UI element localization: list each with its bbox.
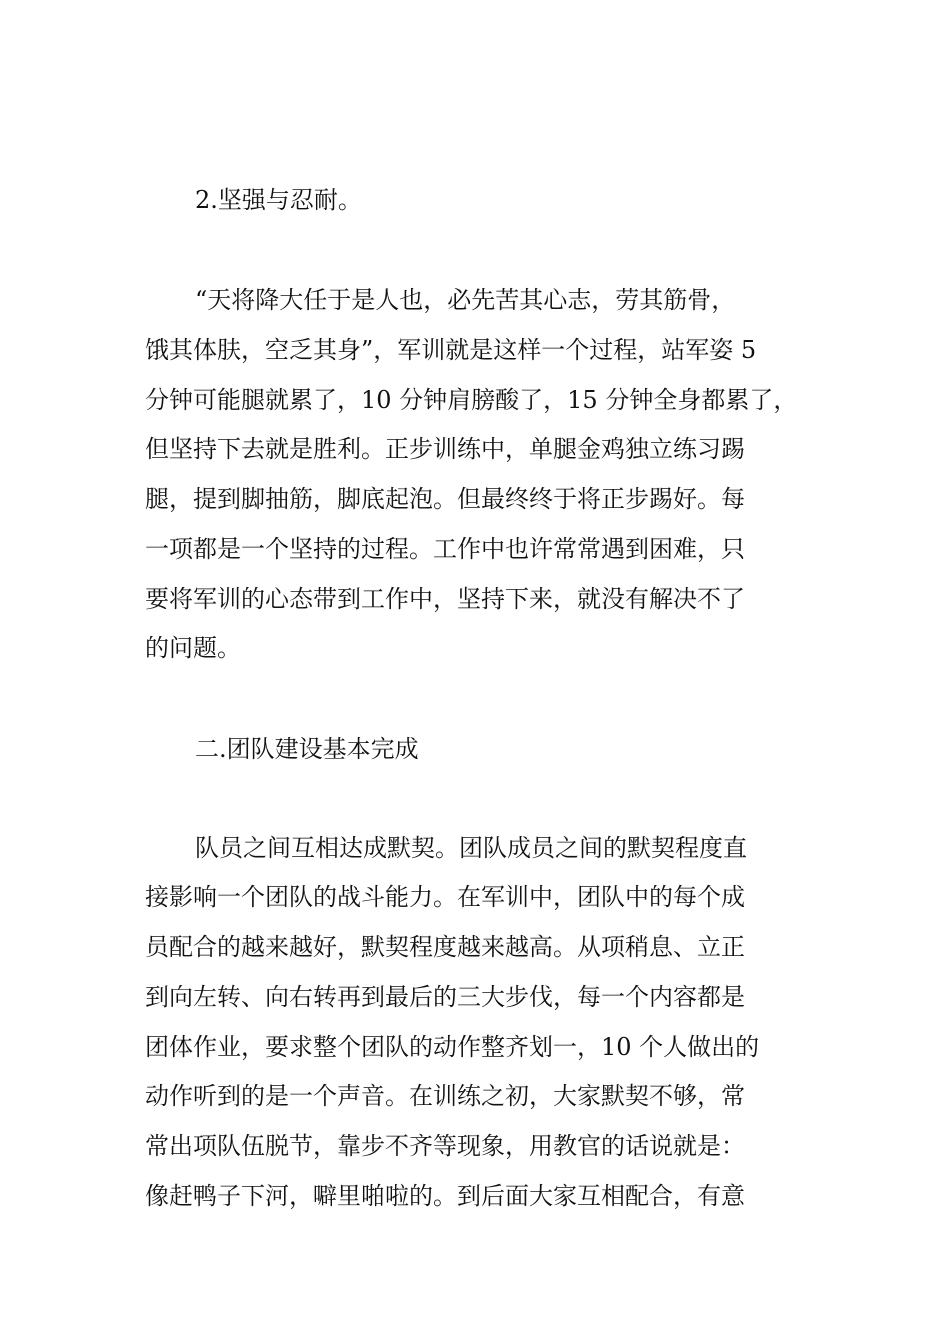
paragraph-line: 团体作业，要求整个团队的动作整齐划一，10 个人做出的 [145,1033,760,1061]
section-heading: 二.团队建设基本完成 [195,735,419,763]
paragraph-line: 饿其体肤，空乏其身”，军训就是这样一个过程，站军姿 5 [145,336,757,364]
paragraph-line: 的问题。 [145,634,241,662]
paragraph-line: 像赶鸭子下河，噼里啪啦的。到后面大家互相配合，有意 [145,1182,745,1210]
paragraph-line: 动作听到的是一个声音。在训练之初，大家默契不够，常 [145,1082,745,1110]
paragraph-line: “天将降大任于是人也，必先苦其心志，劳其筋骨， [195,286,736,314]
paragraph-line: 分钟可能腿就累了，10 分钟肩膀酸了，15 分钟全身都累了， [145,386,798,414]
paragraph-line: 到向左转、向右转再到最后的三大步伐，每一个内容都是 [145,983,745,1011]
paragraph-line: 一项都是一个坚持的过程。工作中也许常常遇到困难，只 [145,535,745,563]
section-heading: 2.坚强与忍耐。 [195,186,362,214]
paragraph-line: 要将军训的心态带到工作中，坚持下来，就没有解决不了 [145,585,745,613]
paragraph-line: 腿，提到脚抽筋，脚底起泡。但最终终于将正步踢好。每 [145,485,745,513]
paragraph-line: 常出项队伍脱节，靠步不齐等现象，用教官的话说就是： [145,1132,745,1160]
paragraph-line: 接影响一个团队的战斗能力。在军训中，团队中的每个成 [145,883,745,911]
paragraph-line: 但坚持下去就是胜利。正步训练中，单腿金鸡独立练习踢 [145,435,745,463]
paragraph-line: 员配合的越来越好，默契程度越来越高。从项稍息、立正 [145,933,745,961]
paragraph-line: 队员之间互相达成默契。团队成员之间的默契程度直 [195,834,747,862]
